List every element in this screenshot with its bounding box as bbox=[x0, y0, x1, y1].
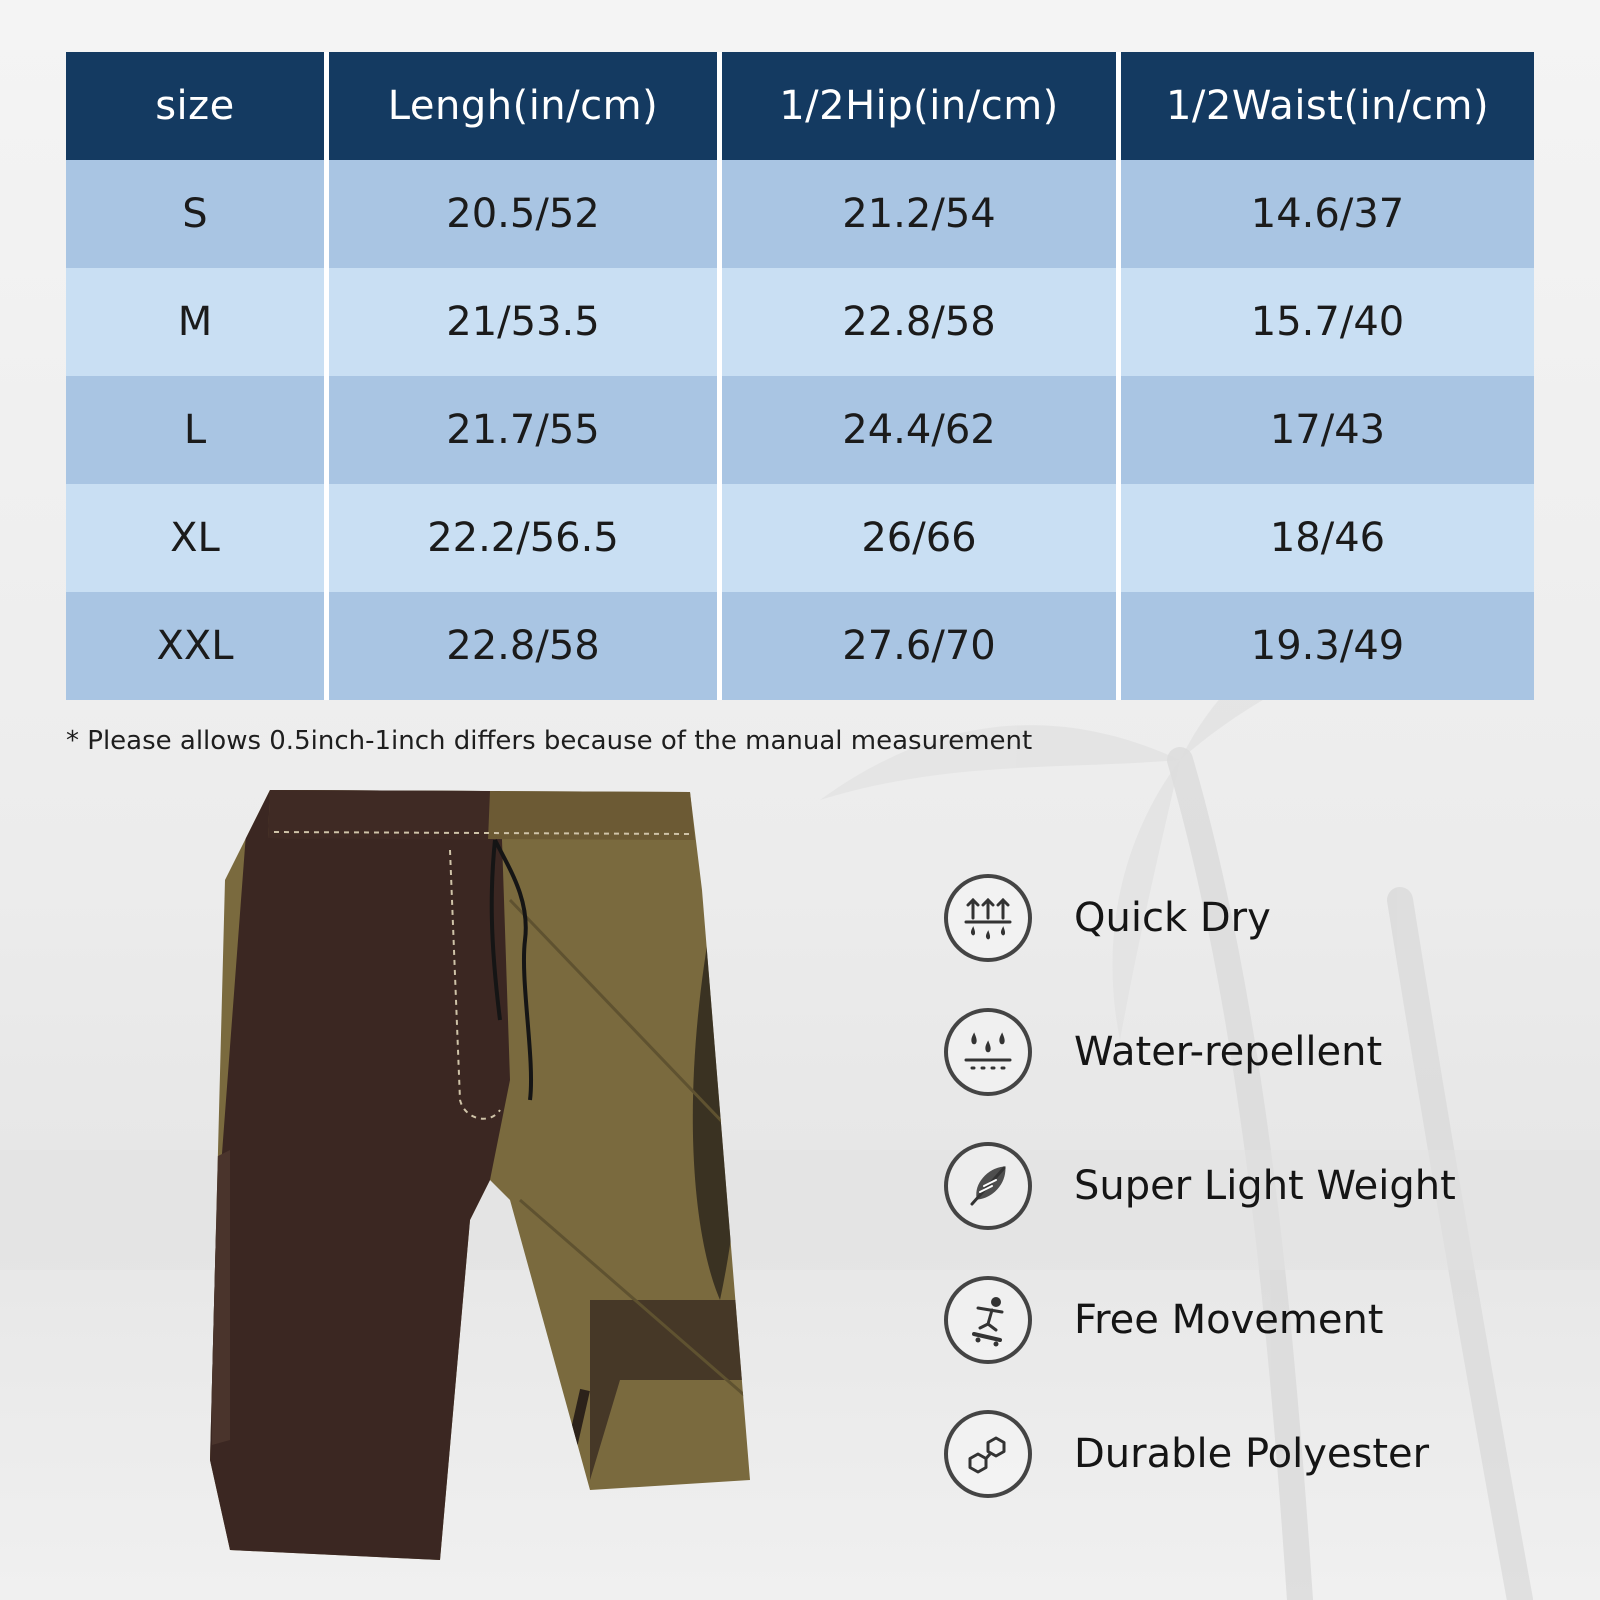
cell-length: 20.5/52 bbox=[329, 160, 722, 268]
water-drops-icon bbox=[944, 1008, 1032, 1096]
cell-hip: 22.8/58 bbox=[722, 268, 1121, 376]
feature-label: Water-repellent bbox=[1074, 1029, 1383, 1075]
measurement-note: * Please allows 0.5inch-1inch differs because of the manual measurement bbox=[66, 726, 1033, 756]
cell-size: XXL bbox=[66, 592, 329, 700]
feature-label: Durable Polyester bbox=[1074, 1431, 1430, 1477]
header-size: size bbox=[66, 52, 329, 160]
cell-waist: 15.7/40 bbox=[1121, 268, 1534, 376]
feature-label: Free Movement bbox=[1074, 1297, 1384, 1343]
quick-dry-icon bbox=[944, 874, 1032, 962]
cell-size: S bbox=[66, 160, 329, 268]
cell-hip: 21.2/54 bbox=[722, 160, 1121, 268]
table-row bbox=[66, 592, 1534, 700]
cell-length: 22.2/56.5 bbox=[329, 484, 722, 592]
feature-label: Quick Dry bbox=[1074, 895, 1271, 941]
cell-waist: 14.6/37 bbox=[1121, 160, 1534, 268]
features-list bbox=[944, 872, 1564, 1542]
feature-item bbox=[944, 1140, 1564, 1232]
cell-hip: 26/66 bbox=[722, 484, 1121, 592]
feather-icon bbox=[944, 1142, 1032, 1230]
cell-size: L bbox=[66, 376, 329, 484]
header-waist: 1/2Waist(in/cm) bbox=[1121, 52, 1534, 160]
cell-size: M bbox=[66, 268, 329, 376]
table-row bbox=[66, 376, 1534, 484]
table-row bbox=[66, 268, 1534, 376]
cell-length: 21/53.5 bbox=[329, 268, 722, 376]
cell-waist: 18/46 bbox=[1121, 484, 1534, 592]
feature-item bbox=[944, 1408, 1564, 1500]
feature-item bbox=[944, 1274, 1564, 1366]
cell-waist: 19.3/49 bbox=[1121, 592, 1534, 700]
table-header-row bbox=[66, 52, 1534, 160]
table-row bbox=[66, 160, 1534, 268]
cell-waist: 17/43 bbox=[1121, 376, 1534, 484]
feature-item bbox=[944, 872, 1564, 964]
feature-item bbox=[944, 1006, 1564, 1098]
board-shorts-image bbox=[190, 780, 770, 1580]
cell-hip: 24.4/62 bbox=[722, 376, 1121, 484]
table-row bbox=[66, 484, 1534, 592]
header-length: Lengh(in/cm) bbox=[329, 52, 722, 160]
cell-size: XL bbox=[66, 484, 329, 592]
molecule-icon bbox=[944, 1410, 1032, 1498]
cell-length: 21.7/55 bbox=[329, 376, 722, 484]
cell-length: 22.8/58 bbox=[329, 592, 722, 700]
feature-label: Super Light Weight bbox=[1074, 1163, 1456, 1209]
header-hip: 1/2Hip(in/cm) bbox=[722, 52, 1121, 160]
skateboarder-icon bbox=[944, 1276, 1032, 1364]
size-chart-table bbox=[66, 52, 1534, 700]
cell-hip: 27.6/70 bbox=[722, 592, 1121, 700]
